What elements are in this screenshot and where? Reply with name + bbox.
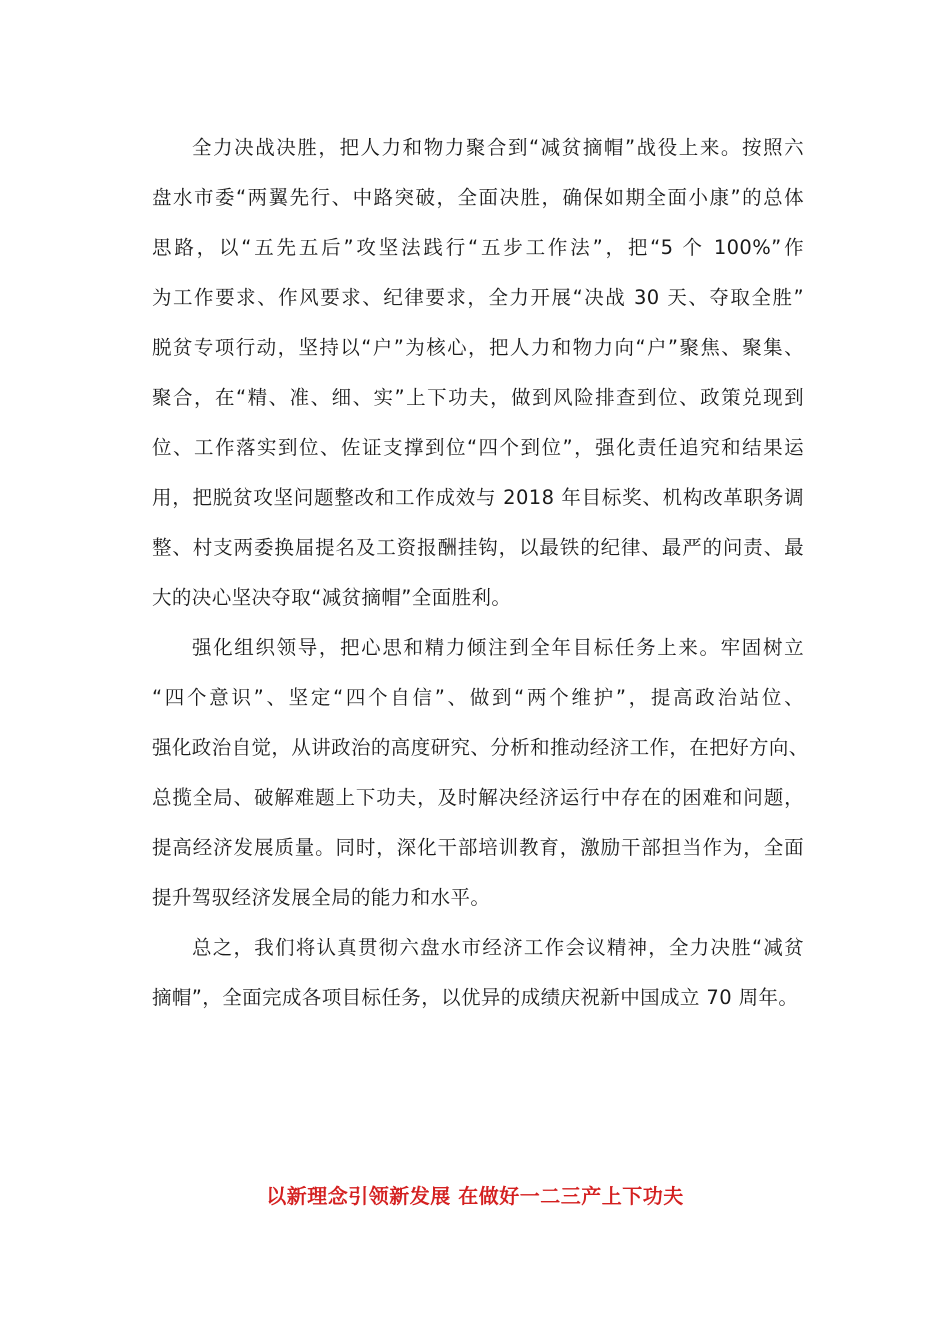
paragraph-1-line-9: 整、村支两委换届提名及工资报酬挂钩，以最铁的纪律、最严的问责、最 (152, 536, 804, 559)
paragraph-2-line-3: 强化政治自觉，从讲政治的高度研究、分析和推动经济工作，在把好方向、 (152, 736, 809, 759)
paragraph-1-line-2: 盘水市委“两翼先行、中路突破，全面决胜，确保如期全面小康”的总体 (152, 186, 804, 209)
paragraph-1-line-1: 全力决战决胜，把人力和物力聚合到“减贫摘帽”战役上来。按照六 (192, 136, 804, 159)
paragraph-2-line-4: 总揽全局、破解难题上下功夫，及时解决经济运行中存在的困难和问题， (152, 786, 804, 809)
paragraph-2-line-1: 强化组织领导，把心思和精力倾注到全年目标任务上来。牢固树立 (192, 636, 804, 659)
paragraph-1-line-3: 思路，以“五先五后”攻坚法践行“五步工作法”，把“5 个 100%”作 (152, 236, 804, 259)
paragraph-3-line-2: 摘帽”，全面完成各项目标任务，以优异的成绩庆祝新中国成立 70 周年。 (152, 986, 799, 1009)
paragraph-1-line-8: 用，把脱贫攻坚问题整改和工作成效与 2018 年目标奖、机构改革职务调 (152, 486, 804, 509)
paragraph-1-line-4: 为工作要求、作风要求、纪律要求，全力开展“决战 30 天、夺取全胜” (152, 286, 804, 309)
paragraph-1-line-10: 大的决心坚决夺取“减贫摘帽”全面胜利。 (152, 586, 512, 609)
paragraph-1-line-7: 位、工作落实到位、佐证支撑到位“四个到位”，强化责任追究和结果运 (152, 436, 804, 459)
paragraph-2-line-2: “四个意识”、坚定“四个自信”、做到“两个维护”，提高政治站位、 (152, 686, 804, 709)
paragraph-3-line-1: 总之，我们将认真贯彻六盘水市经济工作会议精神，全力决胜“减贫 (192, 936, 804, 959)
paragraph-2-line-5: 提高经济发展质量。同时，深化干部培训教育，激励干部担当作为，全面 (152, 836, 804, 859)
paragraph-1-line-6: 聚合，在“精、准、细、实”上下功夫，做到风险排查到位、政策兑现到 (152, 386, 804, 409)
paragraph-2-line-6: 提升驾驭经济发展全局的能力和水平。 (152, 886, 491, 909)
section-heading: 以新理念引领新发展 在做好一二三产上下功夫 (266, 1184, 684, 1208)
paragraph-1-line-5: 脱贫专项行动，坚持以“户”为核心，把人力和物力向“户”聚焦、聚集、 (152, 336, 804, 359)
